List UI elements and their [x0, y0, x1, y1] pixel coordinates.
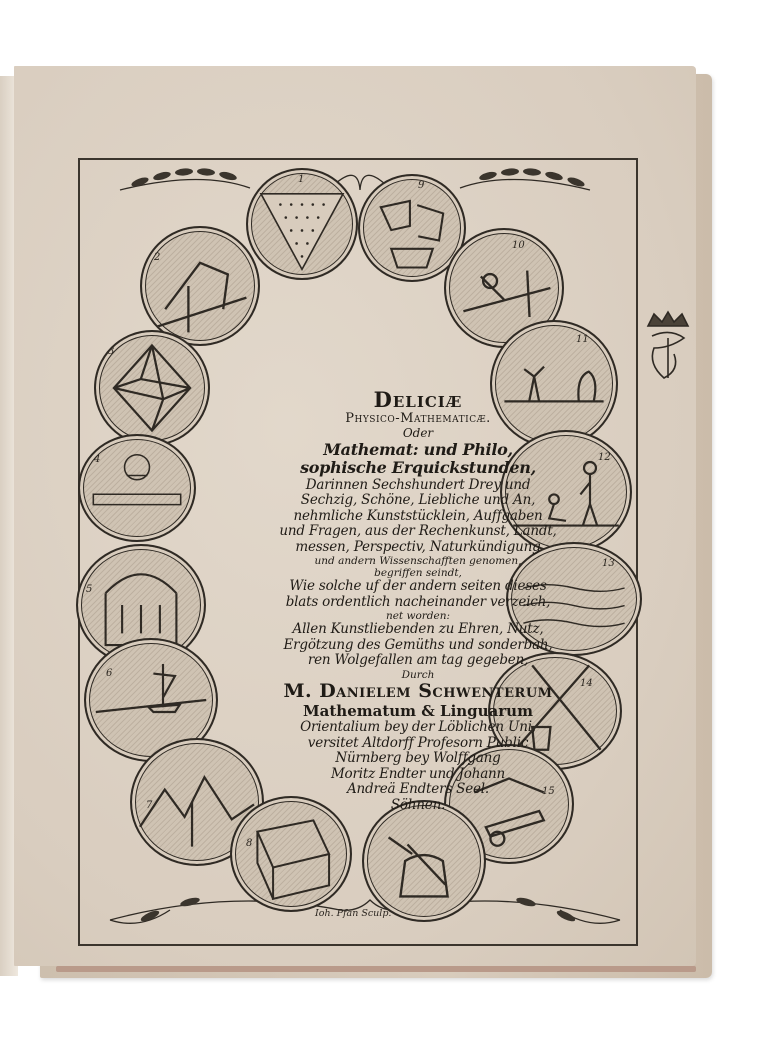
medallion-number: 12: [598, 452, 611, 463]
medallion-number: 8: [246, 838, 253, 849]
title-subtitle: Physico-Mathematicæ.: [345, 412, 491, 427]
medallion-3-octahedron: [94, 330, 210, 446]
title-main: Deliciæ: [373, 388, 463, 412]
title-line: blats ordentlich nacheinander verzeich,: [285, 594, 551, 610]
medallion-number: 5: [86, 584, 93, 595]
medallion-number: 4: [94, 454, 101, 465]
title-line: Orientalium bey der Löblichen Uni,: [300, 720, 536, 736]
title-line: nehmliche Kunststücklein, Auffgaben: [293, 508, 543, 524]
title-line: Sechzig, Schöne, Liebliche und An,: [300, 493, 536, 509]
author-name: M. Danielem Schwenterum: [283, 681, 553, 703]
medallion-number: 15: [542, 786, 555, 797]
medallion-number: 9: [418, 180, 425, 191]
medallion-number: 2: [154, 252, 161, 263]
title-line: messen, Perspectiv, Naturkündigung: [295, 539, 541, 555]
title-line: versitet Altdorff Profesorn Public: [307, 735, 529, 751]
medallion-2-surveying: [140, 226, 260, 346]
medallion-number: 1: [298, 174, 305, 185]
title-line: Ergötzung des Gemüths und sonderbah,: [283, 637, 553, 653]
title-line: Wie solche uf der andern seiten dieses: [289, 579, 547, 595]
title-line: Oder: [402, 427, 434, 441]
page-edge: [56, 966, 696, 972]
title-line: und Fragen, aus der Rechenkunst, Landt,: [279, 524, 557, 540]
medallion-number: 11: [576, 334, 589, 345]
book: [0, 66, 712, 978]
engraved-plate: [78, 158, 638, 946]
medallion-number: 10: [512, 240, 525, 251]
title-line: Söhnen.: [390, 797, 446, 813]
title-line: begriffen seindt,: [374, 567, 462, 580]
medallion-number: 3: [108, 346, 115, 357]
medallion-number: 6: [106, 668, 113, 679]
title-line: Moritz Endter und Johann: [330, 766, 506, 782]
medallion-number: 13: [602, 558, 615, 569]
title-line: Nürnberg bey Wolffgang: [335, 751, 501, 767]
title-line: net worden:: [385, 610, 451, 623]
title-line: Mathematum & Linguarum: [303, 702, 533, 720]
title-line: Allen Kunstliebenden zu Ehren, Nutz,: [292, 622, 544, 638]
medallion-number: 7: [146, 800, 153, 811]
medallion-1-triangle: [246, 168, 358, 280]
title-page: [14, 66, 696, 966]
engraver-credit: Ioh. Pfan Sculp.: [315, 908, 392, 919]
medallion-4-cylinder: [78, 434, 196, 542]
title-line: Andreä Endters Seel.: [347, 782, 489, 798]
title-line: Durch: [401, 669, 435, 681]
crowned-monogram: [640, 308, 696, 388]
title-line: Mathemat: und Philo,: [323, 440, 513, 459]
title-line: und andern Wissenschafften genomen,: [314, 555, 522, 568]
title-text-block: [262, 388, 574, 928]
title-line: Darinnen Sechshundert Drey und: [305, 477, 531, 493]
medallion-number: 14: [580, 678, 593, 689]
title-line: sophische Erquickstunden,: [300, 459, 536, 478]
title-line: ren Wolgefallen am tag gegeben,: [307, 653, 529, 669]
